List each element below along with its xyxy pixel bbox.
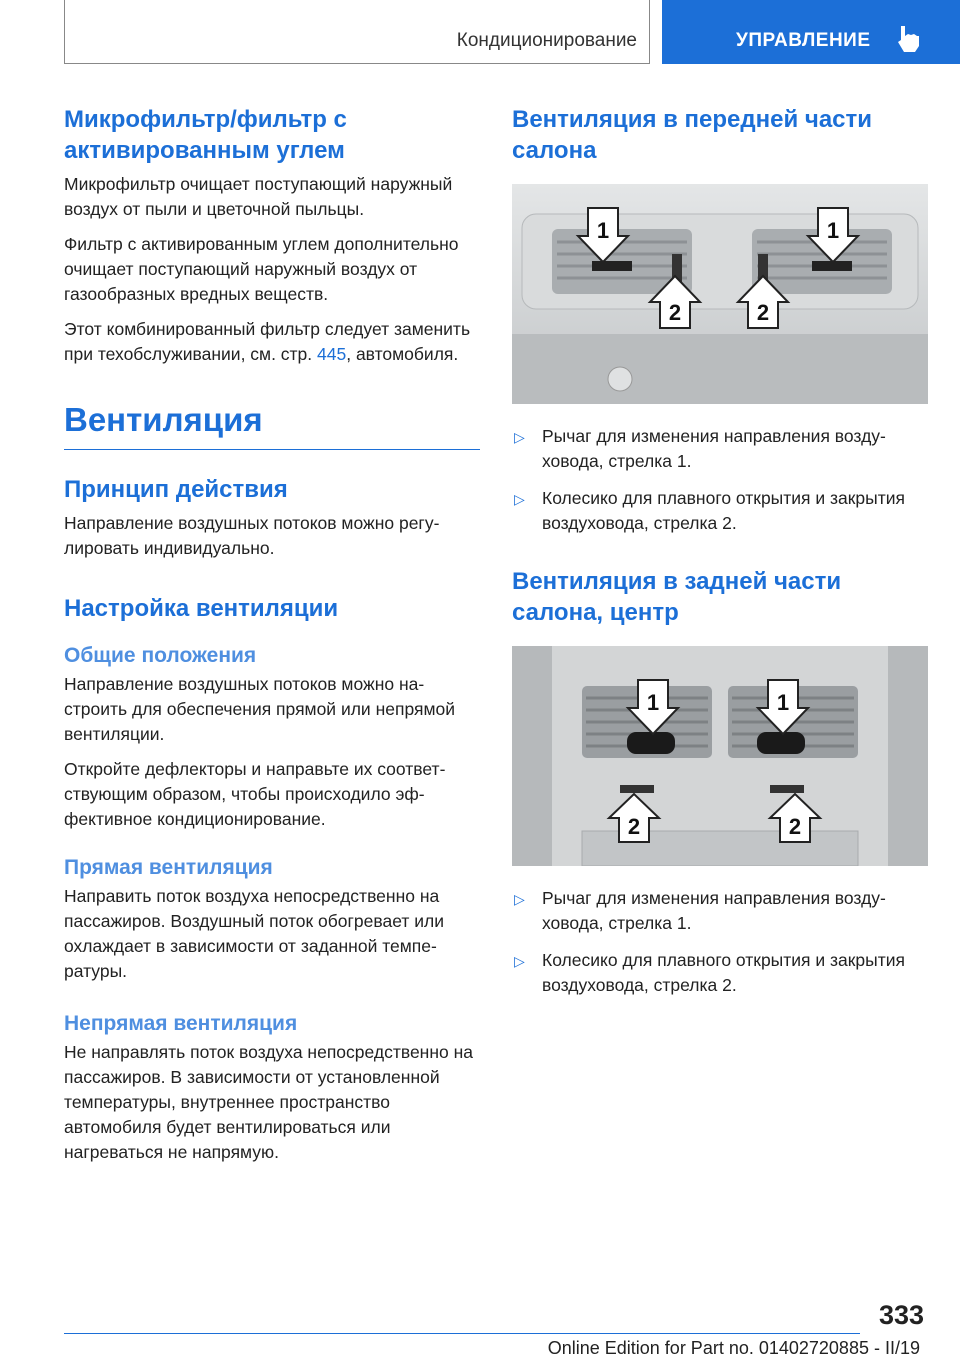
indirect-heading: Непрямая вентиляция — [64, 1012, 298, 1035]
rear-arrow-label: 2 — [788, 814, 802, 839]
header-chapter-tab[interactable] — [662, 0, 960, 64]
rear-arrow-label: 1 — [776, 690, 790, 715]
filter-p3-text-after: , автомобиля. — [346, 344, 459, 364]
left-column — [64, 104, 480, 1175]
triangle-bullet-icon: ▷ — [514, 491, 525, 507]
rear-arrow-label: 2 — [627, 814, 641, 839]
rear-arrow-label: 1 — [646, 690, 660, 715]
rear-bullet-list — [512, 886, 928, 998]
rear-vents-photo — [512, 646, 928, 866]
front-arrow-label: 1 — [596, 218, 610, 243]
header-section-box — [64, 0, 650, 64]
bullet-text: Колесико для плавного открытия и закрытия воздуховода, стрелка 2. — [542, 950, 906, 995]
front-arrow-label: 2 — [756, 300, 770, 325]
front-ventilation-heading: Вентиляция в передней части салона — [512, 106, 873, 164]
header-chapter-label: УПРАВЛЕНИЕ — [736, 30, 871, 51]
right-column — [512, 104, 928, 1010]
filter-paragraph-3 — [64, 317, 480, 367]
setting-heading: Настройка вентиляции — [64, 595, 339, 622]
list-item — [512, 948, 928, 998]
list-item — [512, 886, 928, 936]
edition-note: Online Edition for Part no. 01402720885 - II/19 — [547, 1338, 920, 1358]
direct-heading: Прямая вентиляция — [64, 856, 273, 879]
front-vents-photo — [512, 184, 928, 404]
direct-paragraph: Направить поток воздуха непосредственно на пассажиров. Воздушный поток обогревает или охлаждает в зависимости от заданной температуры. — [64, 886, 444, 981]
triangle-bullet-icon: ▷ — [514, 953, 525, 969]
bullet-text: Колесико для плавного открытия и закрытия воздуховода, стрелка 2. — [542, 488, 906, 533]
list-item — [512, 486, 928, 536]
indirect-paragraph: Не направлять поток воздуха непосредственно на пассажиров. В зависимости от установленной температуры, внутреннее пространство автомобиля будет вентилироваться или нагреваться не напрямую. — [64, 1042, 473, 1162]
filter-paragraph-2: Фильтр с активированным углем дополнительно очищает поступающий наружный воздух от газообразных вредных веществ. — [64, 234, 459, 304]
header-section-title: Кондиционирование — [456, 30, 637, 51]
page-number: 333 — [878, 1300, 924, 1330]
filter-heading: Микрофильтр/фильтр с активированным углем — [64, 106, 347, 164]
filter-p3-text-before: Этот комбинированный фильтр следует заменить при техобслуживании, см. стр. — [64, 319, 471, 364]
ventilation-section-heading: Вентиляция — [64, 401, 480, 450]
list-item — [512, 424, 928, 474]
principle-heading: Принцип действия — [64, 476, 288, 503]
triangle-bullet-icon: ▷ — [514, 429, 525, 445]
page-reference-link[interactable]: 445 — [317, 344, 347, 364]
front-bullet-list — [512, 424, 928, 536]
bullet-text: Рычаг для изменения направления воздуховода, стрелка 1. — [542, 426, 886, 471]
rear-ventilation-heading: Вентиляция в задней части салона, центр — [512, 568, 842, 626]
general-paragraph-2: Откройте дефлекторы и направьте их соответствующим образом, чтобы происходило эффективное кондиционирование. — [64, 759, 446, 829]
bullet-text: Рычаг для изменения направления воздуховода, стрелка 1. — [542, 888, 886, 933]
general-heading: Общие положения — [64, 644, 257, 667]
principle-paragraph: Направление воздушных потоков можно регулировать индивидуально. — [64, 513, 440, 558]
hand-pointer-icon — [895, 24, 923, 54]
filter-paragraph-1: Микрофильтр очищает поступающий наружный воздух от пыли и цветочной пыльцы. — [64, 174, 453, 219]
front-arrow-label: 1 — [826, 218, 840, 243]
front-arrow-label: 2 — [668, 300, 682, 325]
general-paragraph-1: Направление воздушных потоков можно настроить для обеспечения прямой или непрямой вентиляции. — [64, 674, 455, 744]
triangle-bullet-icon: ▷ — [514, 891, 525, 907]
footer-divider — [64, 1333, 860, 1334]
